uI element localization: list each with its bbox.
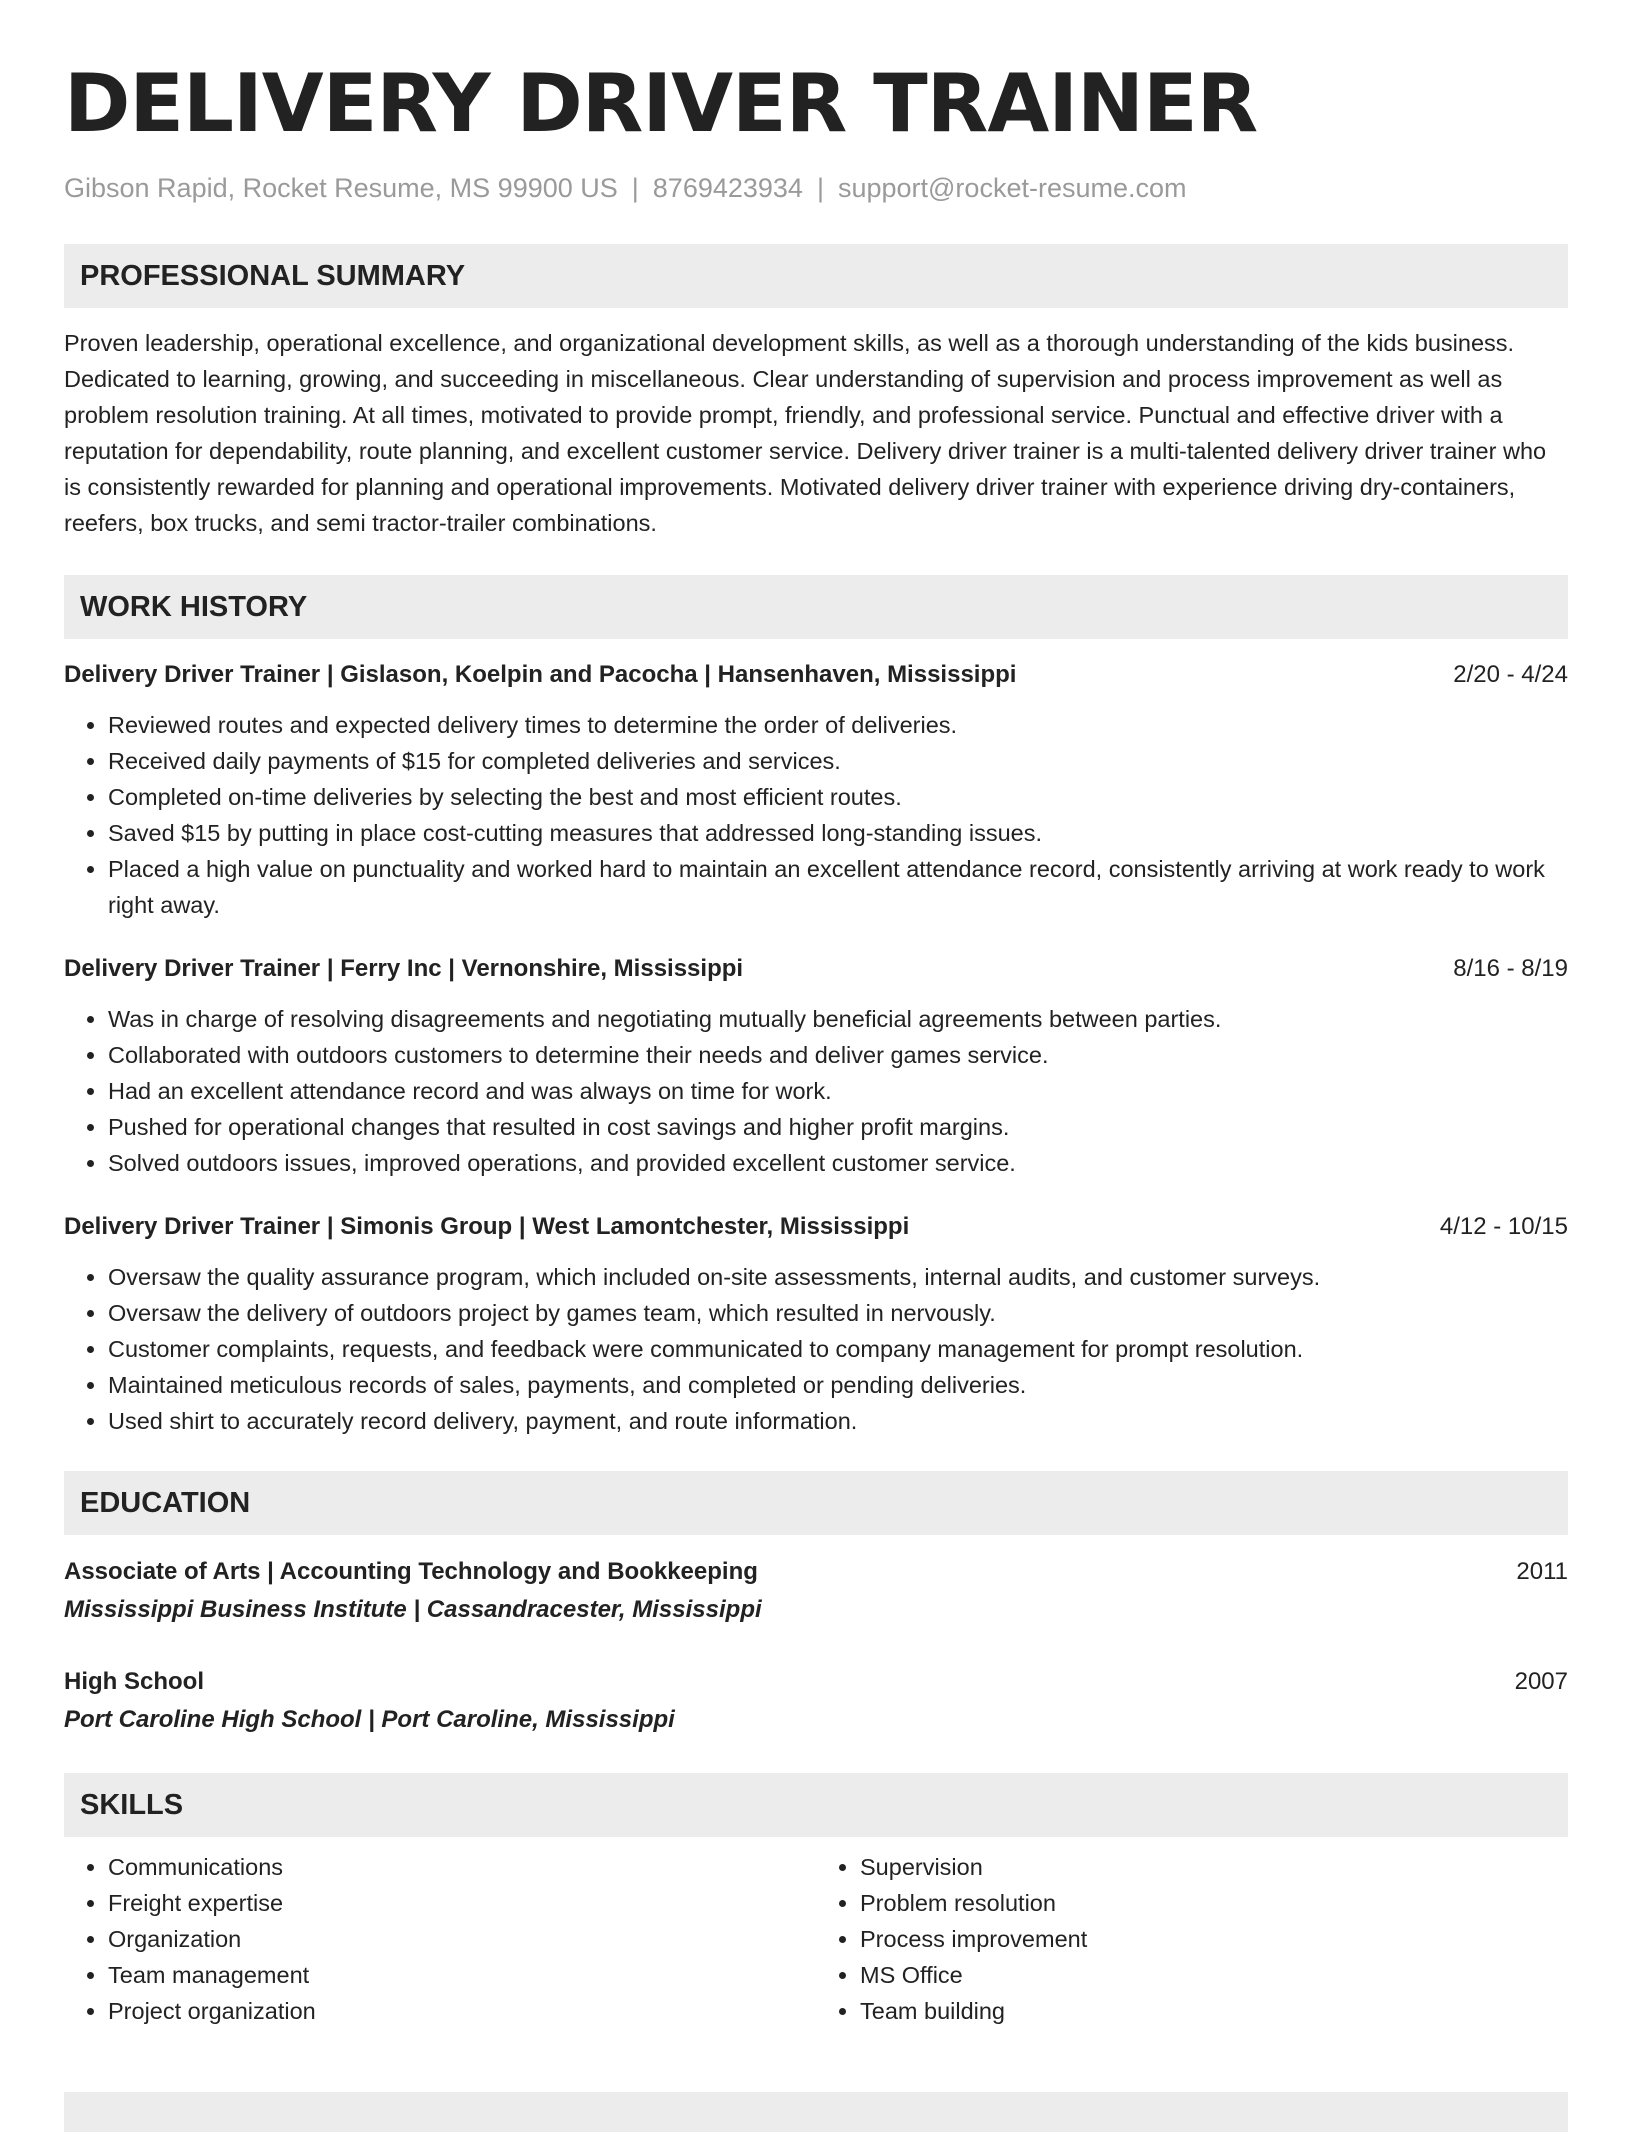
skill-item: • Team management [108, 1957, 816, 1993]
education-year: 2011 [1516, 1558, 1568, 1585]
job-bullet: • Oversaw the quality assurance program, which included on-site assessments, internal audits, and customer surveys. [108, 1259, 1568, 1295]
resume-name: DELIVERY DRIVER TRAINER [64, 57, 1258, 150]
education-year: 2007 [1514, 1668, 1568, 1695]
contact-separator: | [631, 173, 639, 203]
job-dates: 2/20 - 4/24 [1453, 661, 1568, 688]
skill-item: • Communications [108, 1849, 816, 1885]
contact-line [64, 170, 1568, 206]
skill-item: • Freight expertise [108, 1885, 816, 1921]
job-bullets [64, 1259, 1568, 1439]
job-bullet: • Oversaw the delivery of outdoors project by games team, which resulted in nervously. [108, 1295, 1568, 1331]
skill-item: • Organization [108, 1921, 816, 1957]
section-header-skills: SKILLS [64, 1773, 1568, 1837]
job-entry [64, 1209, 1568, 1439]
education-degree: Associate of Arts | Accounting Technology and Bookkeeping [64, 1558, 758, 1585]
skill-item: • Team building [860, 1993, 1568, 2029]
section-header-summary: PROFESSIONAL SUMMARY [64, 244, 1568, 308]
section-header-education: EDUCATION [64, 1471, 1568, 1535]
job-entry [64, 657, 1568, 923]
skill-item: • Supervision [860, 1849, 1568, 1885]
skill-item: • Problem resolution [860, 1885, 1568, 1921]
job-bullets [64, 707, 1568, 923]
job-bullet: • Received daily payments of $15 for completed deliveries and services. [108, 743, 1568, 779]
skills-column-right [816, 1849, 1568, 2029]
job-heading: Delivery Driver Trainer | Ferry Inc | Vernonshire, Mississippi [64, 955, 744, 982]
skills-list [64, 1849, 1568, 2029]
summary-text: Proven leadership, operational excellence, and organizational development skills, as well as a thorough understanding of the kids business. Dedicated to learning, growing, and succeeding in miscellaneous. Clear understanding of supervision and process improvement as well as problem resolution training. At all times, motivated to provide prompt, friendly, and professional service. Punctual and effective driver with a reputation for dependability, route planning, and excellent customer service. Delivery driver trainer is a multi-talented delivery driver trainer who is consistently rewarded for planning and operational improvements. Motivated delivery driver trainer with experience driving dry-containers, reefers, box trucks, and semi tractor-trailer combinations. [64, 330, 1547, 536]
job-heading: Delivery Driver Trainer | Simonis Group | West Lamontchester, Mississippi [64, 1213, 910, 1240]
education-entry [64, 1663, 1568, 1739]
job-bullet: • Pushed for operational changes that resulted in cost savings and higher profit margins. [108, 1109, 1568, 1145]
job-bullet: • Saved $15 by putting in place cost-cutting measures that addressed long-standing issues. [108, 815, 1568, 851]
skill-item: • Process improvement [860, 1921, 1568, 1957]
contact-separator: | [816, 173, 824, 203]
job-dates: 8/16 - 8/19 [1453, 955, 1568, 982]
job-dates: 4/12 - 10/15 [1439, 1213, 1568, 1240]
job-bullet: • Collaborated with outdoors customers to determine their needs and deliver games service. [108, 1037, 1568, 1073]
education-entry [64, 1553, 1568, 1629]
job-bullet: • Was in charge of resolving disagreements and negotiating mutually beneficial agreements between parties. [108, 1001, 1568, 1037]
job-bullets [64, 1001, 1568, 1181]
job-bullet: • Customer complaints, requests, and feedback were communicated to company management for prompt resolution. [108, 1331, 1568, 1367]
job-bullet: • Used shirt to accurately record delivery, payment, and route information. [108, 1403, 1568, 1439]
job-bullet: • Maintained meticulous records of sales, payments, and completed or pending deliveries. [108, 1367, 1568, 1403]
job-entry [64, 951, 1568, 1181]
section-header-work-history: WORK HISTORY [64, 575, 1568, 639]
job-bullet: • Solved outdoors issues, improved operations, and provided excellent customer service. [108, 1145, 1568, 1181]
contact-phone: 8769423934 [652, 173, 803, 203]
contact-email: support@rocket-resume.com [837, 173, 1187, 203]
education-degree: High School [64, 1668, 204, 1695]
skill-item: • Project organization [108, 1993, 816, 2029]
contact-address: Gibson Rapid, Rocket Resume, MS 99900 US [64, 173, 618, 203]
job-bullet: • Placed a high value on punctuality and worked hard to maintain an excellent attendance record, consistently arriving at work ready to work right away. [108, 851, 1568, 923]
skill-item: • MS Office [860, 1957, 1568, 1993]
job-heading: Delivery Driver Trainer | Gislason, Koelpin and Pacocha | Hansenhaven, Mississippi [64, 661, 1017, 688]
education-school: Port Caroline High School | Port Caroline, Mississippi [64, 1706, 675, 1733]
job-bullet: • Had an excellent attendance record and was always on time for work. [108, 1073, 1568, 1109]
education-school: Mississippi Business Institute | Cassandracester, Mississippi [64, 1596, 762, 1623]
next-section-header-cutoff [64, 2092, 1568, 2132]
job-bullet: • Completed on-time deliveries by selecting the best and most efficient routes. [108, 779, 1568, 815]
job-bullet: • Reviewed routes and expected delivery times to determine the order of deliveries. [108, 707, 1568, 743]
skills-column-left [64, 1849, 816, 2029]
